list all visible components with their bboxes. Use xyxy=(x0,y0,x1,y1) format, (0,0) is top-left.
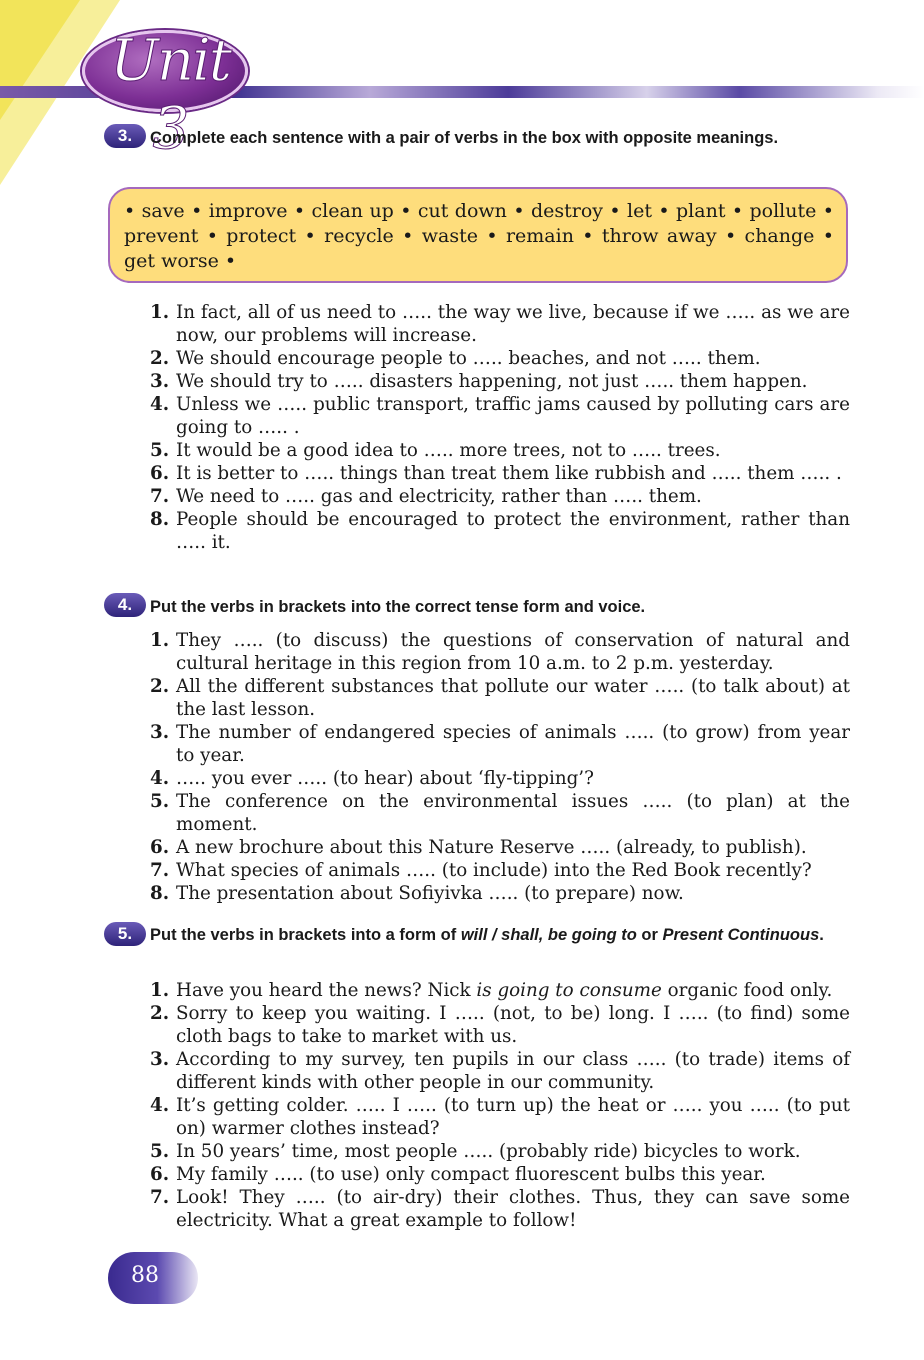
item-number: 7. xyxy=(150,1187,170,1208)
item-text: We need to ….. gas and electricity, rather than ….. them. xyxy=(176,486,702,507)
item-number: 7. xyxy=(150,486,170,507)
list-item xyxy=(150,1094,850,1140)
item-text: The presentation about Sofiyivka ….. (to prepare) now. xyxy=(176,883,684,904)
item-text: All the different substances that pollute our water ….. (to talk about) at the last lesson. xyxy=(176,676,850,720)
list-item xyxy=(150,301,850,347)
list-item xyxy=(150,485,850,508)
list-item xyxy=(150,859,850,882)
item-text: In 50 years’ time, most people ….. (probably ride) bicycles to work. xyxy=(176,1141,801,1162)
item-text: They ….. (to discuss) the questions of conservation of natural and cultural heritage in this region from 10 a.m. to 2 p.m. yesterday. xyxy=(176,630,850,674)
list-item xyxy=(150,836,850,859)
item-number: 5. xyxy=(150,1141,170,1162)
item-text: My family ….. (to use) only compact fluorescent bulbs this year. xyxy=(176,1164,766,1185)
exercise-4-instruction: Put the verbs in brackets into the correct tense form and voice. xyxy=(150,598,646,616)
item-text: The number of endangered species of animals ….. (to grow) from year to year. xyxy=(176,722,850,766)
list-item xyxy=(150,508,850,554)
list-item xyxy=(150,1140,850,1163)
item-number: 2. xyxy=(150,676,170,697)
item-text: It’s getting colder. ….. I ….. (to turn up) the heat or ….. you ….. (to put on) warmer clothes instead? xyxy=(176,1095,850,1139)
word-box: • save • improve • clean up • cut down • destroy • let • plant • pollute • prevent • protect • recycle • waste • remain • throw away • change • get worse • xyxy=(108,187,848,283)
list-item xyxy=(150,1002,850,1048)
exercise-5-instruction: Put the verbs in brackets into a form of will / shall, be going to or Present Continuous. xyxy=(150,926,824,944)
item-number: 1. xyxy=(150,630,170,651)
item-number: 3. xyxy=(150,371,170,392)
item-text: It is better to ….. things than treat them like rubbish and ….. them ….. . xyxy=(176,463,842,484)
item-number: 6. xyxy=(150,837,170,858)
list-item xyxy=(150,1048,850,1094)
item-text: Sorry to keep you waiting. I ….. (not, to be) long. I ….. (to find) some cloth bags to take to market with us. xyxy=(176,1003,850,1047)
corner-decoration-inner xyxy=(0,0,80,120)
item-text: In fact, all of us need to ….. the way we live, because if we ….. as we are now, our problems will increase. xyxy=(176,302,850,346)
exercise-3-instruction: Complete each sentence with a pair of verbs in the box with opposite meanings. xyxy=(150,129,779,147)
item-number: 4. xyxy=(150,1095,170,1116)
item-number: 3. xyxy=(150,1049,170,1070)
list-item xyxy=(150,393,850,439)
item-text: According to my survey, ten pupils in our class ….. (to trade) items of different kinds with other people in our community. xyxy=(176,1049,850,1093)
item-number: 2. xyxy=(150,348,170,369)
exercise-5-number: 5. xyxy=(104,922,146,946)
item-text: Unless we ….. public transport, traffic jams caused by polluting cars are going to ….. . xyxy=(176,394,850,438)
page-number: 88 xyxy=(131,1263,159,1288)
item-text: We should try to ….. disasters happening, not just ….. them happen. xyxy=(176,371,808,392)
item-text: What species of animals ….. (to include) into the Red Book recently? xyxy=(176,860,812,881)
item-text: The conference on the environmental issues ….. (to plan) at the moment. xyxy=(176,791,850,835)
exercise-3-number: 3. xyxy=(104,124,146,148)
item-number: 4. xyxy=(150,394,170,415)
list-item xyxy=(150,882,850,905)
exercise-4-number: 4. xyxy=(104,593,146,617)
item-number: 8. xyxy=(150,883,170,904)
item-text: A new brochure about this Nature Reserve ….. (already, to publish). xyxy=(176,837,807,858)
item-number: 5. xyxy=(150,440,170,461)
list-item xyxy=(150,721,850,767)
list-item xyxy=(150,675,850,721)
exercise-5-list xyxy=(150,979,850,1232)
list-item: 1. Have you heard the news? Nick is going to consume organic food only. xyxy=(150,980,833,1001)
item-number: 8. xyxy=(150,509,170,530)
item-number: 5. xyxy=(150,791,170,812)
list-item xyxy=(150,790,850,836)
exercise-4-list xyxy=(150,629,850,905)
list-item xyxy=(150,370,850,393)
item-number: 6. xyxy=(150,463,170,484)
item-number: 3. xyxy=(150,722,170,743)
item-text: People should be encouraged to protect the environment, rather than ….. it. xyxy=(176,509,850,553)
list-item xyxy=(150,1163,850,1186)
item-text: It would be a good idea to ….. more trees, not to ….. trees. xyxy=(176,440,721,461)
list-item xyxy=(150,462,850,485)
item-number: 6. xyxy=(150,1164,170,1185)
list-item xyxy=(150,767,850,790)
item-number: 2. xyxy=(150,1003,170,1024)
exercise-3-list xyxy=(150,301,850,554)
unit-title: Unit 3 xyxy=(109,26,231,162)
item-number: 7. xyxy=(150,860,170,881)
item-number: 4. xyxy=(150,768,170,789)
list-item xyxy=(150,629,850,675)
item-text: Look! They ….. (to air-dry) their clothes. Thus, they can save some electricity. What a great example to follow! xyxy=(176,1187,850,1231)
item-text: We should encourage people to ….. beaches, and not ….. them. xyxy=(176,348,761,369)
list-item xyxy=(150,1186,850,1232)
item-number: 1. xyxy=(150,302,170,323)
list-item xyxy=(150,439,850,462)
list-item xyxy=(150,347,850,370)
item-text: ….. you ever ….. (to hear) about ‘fly-tipping’? xyxy=(176,768,594,789)
